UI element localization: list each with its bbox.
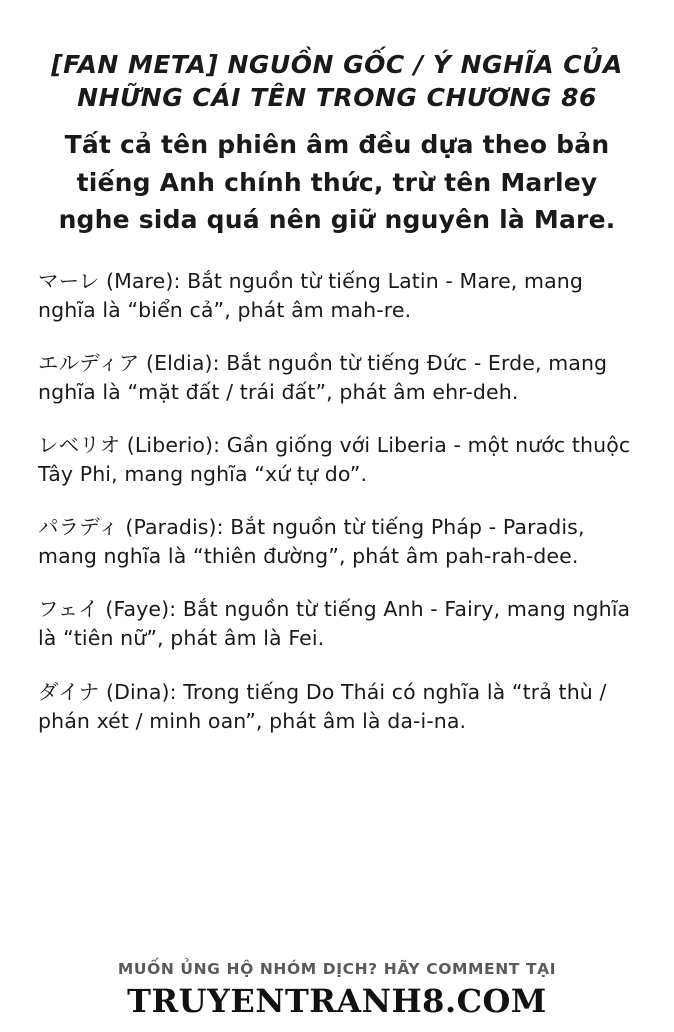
page-title — [34, 48, 640, 114]
title-line-1: [FAN META] NGUỒN GỐC / Ý NGHĨA CỦA — [51, 50, 623, 79]
footer-site-name: TRUYENTRANH8.COM — [127, 982, 547, 1020]
page-subtitle — [34, 126, 640, 239]
title-line-2: NHỮNG CÁI TÊN TRONG CHƯƠNG 86 — [77, 83, 597, 112]
list-item: エルディア (Eldia): Bắt nguồn từ tiếng Đức - Erde, mang nghĩa là “mặt đất / trái đất”, phát âm ehr-deh. — [38, 350, 608, 404]
subtitle-line-2: tiếng Anh chính thức, trừ tên Marley — [76, 167, 598, 197]
footer-note: MUỐN ỦNG HỘ NHÓM DỊCH? HÃY COMMENT TẠI — [117, 960, 557, 978]
glossary-list — [34, 267, 640, 736]
list-item: マーレ (Mare): Bắt nguồn từ tiếng Latin - Mare, mang nghĩa là “biển cả”, phát âm mah-re. — [38, 268, 583, 322]
subtitle-line-1: Tất cả tên phiên âm đều dựa theo bản — [64, 130, 610, 159]
list-item: ダイナ (Dina): Trong tiếng Do Thái có nghĩa là “trả thù / phán xét / minh oan”, phát âm là da-i-na. — [38, 679, 607, 733]
footer — [0, 960, 674, 1020]
list-item: フェイ (Faye): Bắt nguồn từ tiếng Anh - Fairy, mang nghĩa là “tiên nữ”, phát âm là Fei. — [38, 597, 631, 651]
subtitle-line-3: nghe sida quá nên giữ nguyên là Mare. — [58, 205, 616, 234]
list-item: パラディ (Paradis): Bắt nguồn từ tiếng Pháp - Paradis, mang nghĩa là “thiên đường”, phát âm pah-rah-dee. — [38, 515, 585, 569]
list-item: レベリオ (Liberio): Gần giống với Liberia - một nước thuộc Tây Phi, mang nghĩa “xứ tự do”. — [38, 432, 631, 487]
